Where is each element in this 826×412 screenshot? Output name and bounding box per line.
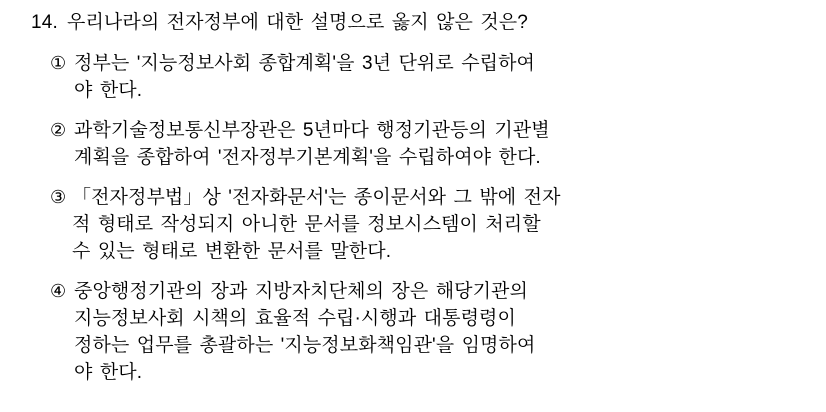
choice-4-line-2: 지능정보사회 시책의 효율적 수립·시행과 대통령령이 [74,308,516,329]
choice-1-line-1: 정부는 '지능정보사회 종합계획'을 3년 단위로 수립하여 [74,53,536,74]
choice-4-line-3: 정하는 업무를 총괄하는 '지능정보화책임관'을 임명하여 [74,335,536,356]
question-stem [18,10,808,36]
choice-1-line-2: 야 한다. [74,80,143,101]
question-number: 14. [30,12,58,33]
choice-marker-1: ① [50,53,67,73]
choice-option-2[interactable] [50,117,808,171]
choice-3-line-3: 수 있는 형태로 변환한 문서를 말한다. [72,241,392,262]
choice-text-2 [74,117,808,171]
choice-text-4 [74,278,808,386]
choice-text-3 [72,184,808,265]
choice-4-line-1: 중앙행정기관의 장과 지방자치단체의 장은 해당기관의 [74,281,528,302]
choice-list [18,50,808,386]
choice-option-4[interactable] [50,278,808,386]
choice-marker-3: ③ [50,187,67,207]
choice-text-1 [74,50,808,104]
question-text: 우리나라의 전자정부에 대한 설명으로 옳지 않은 것은? [67,12,528,33]
choice-2-line-2: 계획을 종합하여 '전자정부기본계획'을 수립하여야 한다. [74,147,541,168]
choice-option-3[interactable] [50,184,808,265]
choice-3-line-1: 「전자정부법」상 '전자화문서'는 종이문서와 그 밖에 전자 [72,187,561,208]
choice-3-line-2: 적 형태로 작성되지 아니한 문서를 정보시스템이 처리할 [72,214,541,235]
choice-4-line-4: 야 한다. [74,362,143,383]
choice-marker-4: ④ [50,281,67,301]
choice-option-1[interactable] [50,50,808,104]
choice-marker-2: ② [50,120,67,140]
choice-2-line-1: 과학기술정보통신부장관은 5년마다 행정기관등의 기관별 [74,120,550,141]
